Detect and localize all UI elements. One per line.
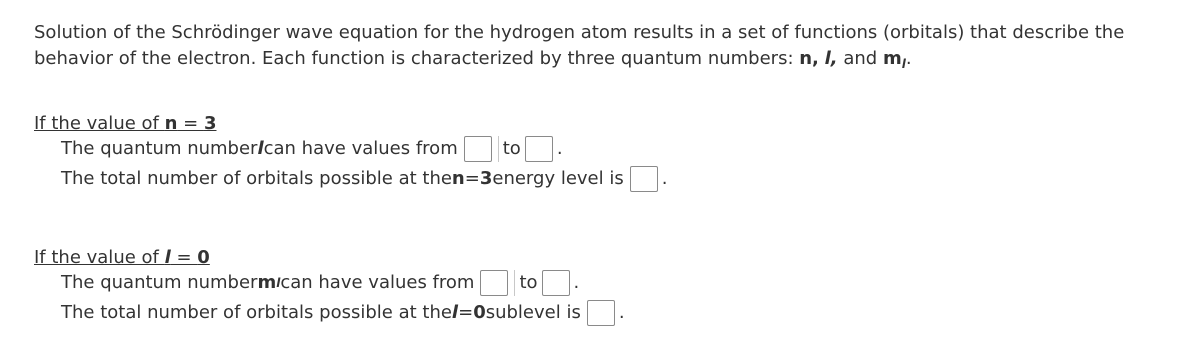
- section1-line1-text: can have values from: [263, 138, 458, 159]
- section1-header-var: n: [164, 113, 178, 134]
- section2-header-var: l: [164, 247, 171, 268]
- section2-line2-prefix: The total number of orbitals possible at the: [61, 302, 452, 323]
- section1-header: [34, 112, 216, 136]
- separator: [514, 270, 515, 296]
- intro-text: Solution of the Schrödinger wave equation for the hydrogen atom results in a set of functions (orbitals) that describe the behavior of the electron. Each function is characterized by three quantum numbers:: [34, 22, 1125, 69]
- ml-to-input[interactable]: [542, 270, 570, 296]
- section2-header-eq: =: [170, 247, 198, 268]
- section1-line1: [61, 135, 563, 163]
- intro-m: m: [882, 48, 902, 69]
- n3-total-orbitals-input[interactable]: [630, 166, 658, 192]
- intro-m-sub: l: [901, 57, 906, 71]
- section1-header-prefix: If the value of: [34, 113, 165, 134]
- intro-and: and: [837, 48, 883, 69]
- section1-line2-var: n: [451, 168, 465, 189]
- section2-line1: [61, 269, 579, 297]
- section2-line2: [61, 299, 625, 327]
- to-label: to: [519, 272, 538, 293]
- section1-line2-suffix: energy level is: [492, 168, 624, 189]
- section1-line2-prefix: The total number of orbitals possible at the: [61, 168, 452, 189]
- section1-line1-prefix: The quantum number: [61, 138, 258, 159]
- intro-paragraph: [34, 20, 1174, 77]
- section2-header-val: 0: [197, 247, 210, 268]
- section1-line2: [61, 165, 667, 193]
- section1-header-val: 3: [203, 113, 217, 134]
- section2-line2-suffix: sublevel is: [485, 302, 581, 323]
- l0-total-orbitals-input[interactable]: [587, 300, 615, 326]
- section1-line2-eq: =: [464, 168, 480, 189]
- ml-from-input[interactable]: [480, 270, 508, 296]
- section2-line1-prefix: The quantum number: [61, 272, 258, 293]
- period: .: [573, 272, 580, 293]
- separator: [498, 136, 499, 162]
- intro-end: .: [905, 48, 912, 69]
- intro-n: n,: [799, 48, 819, 69]
- section2-header-prefix: If the value of: [34, 247, 165, 268]
- period: .: [618, 302, 625, 323]
- section2-line2-var: l: [451, 302, 459, 323]
- section2-line2-eq: =: [458, 302, 474, 323]
- section2-header: [34, 246, 210, 270]
- period: .: [556, 138, 563, 159]
- section1-line1-var: l: [257, 138, 264, 159]
- section1-line2-val: 3: [479, 168, 493, 189]
- section2-line1-sub: l: [276, 276, 281, 290]
- section1-header-eq: =: [177, 113, 204, 134]
- l-to-input[interactable]: [525, 136, 553, 162]
- section2-line1-text: can have values from: [280, 272, 475, 293]
- section2-line2-val: 0: [473, 302, 486, 323]
- l-from-input[interactable]: [464, 136, 492, 162]
- section2-line1-var: m: [257, 272, 277, 293]
- period: .: [661, 168, 668, 189]
- to-label: to: [502, 138, 521, 159]
- intro-l: l,: [824, 48, 838, 69]
